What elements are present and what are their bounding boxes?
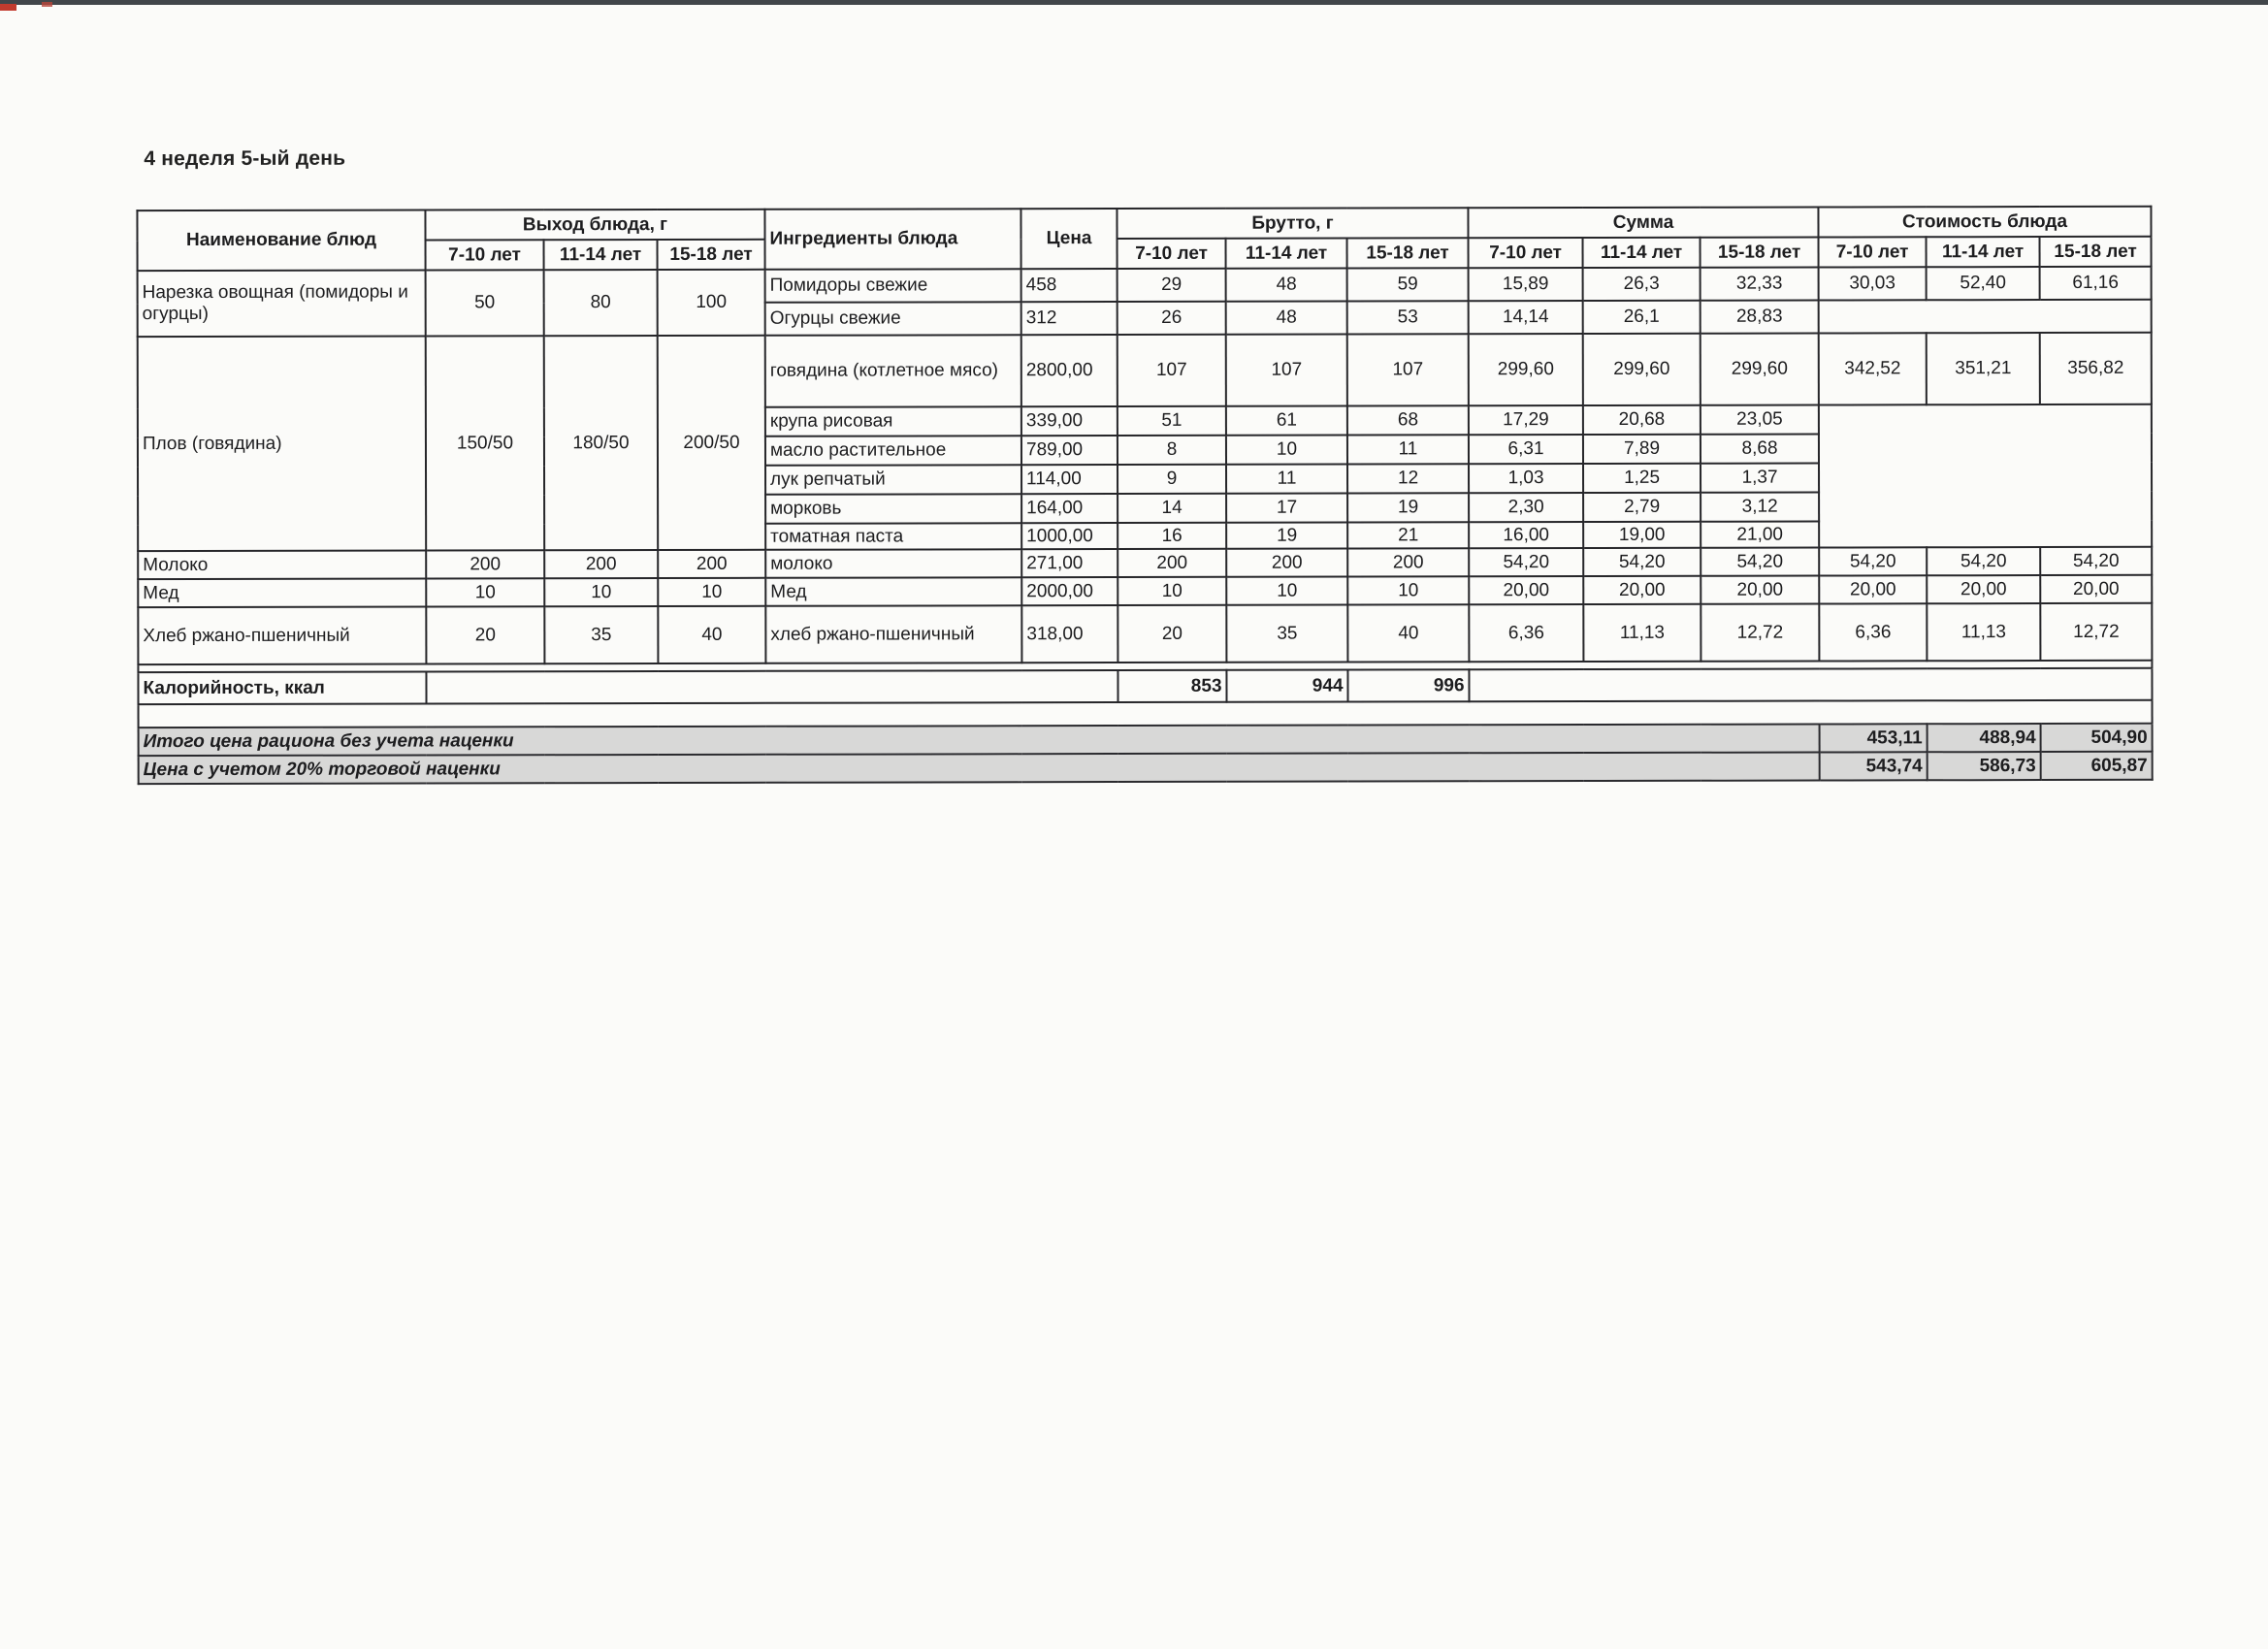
vyhod-value: 40 bbox=[658, 606, 765, 663]
totals-label: Итого цена рациона без учета наценки bbox=[139, 725, 1820, 757]
col-header-brutto: Брутто, г bbox=[1117, 208, 1468, 239]
brutto-value: 9 bbox=[1118, 465, 1226, 494]
age-header: 15-18 лет bbox=[658, 240, 765, 270]
blank-cell bbox=[1819, 300, 2152, 334]
summa-value: 299,60 bbox=[1583, 334, 1701, 405]
col-header-price: Цена bbox=[1021, 209, 1117, 269]
cost-value: 52,40 bbox=[1927, 267, 2040, 300]
ingredient-price: 2000,00 bbox=[1021, 577, 1118, 605]
vyhod-value: 20 bbox=[426, 606, 544, 663]
brutto-value: 51 bbox=[1118, 406, 1226, 436]
ingredient-price: 164,00 bbox=[1021, 494, 1118, 523]
ingredient-name: Огурцы свежие bbox=[765, 302, 1021, 336]
brutto-value: 200 bbox=[1226, 549, 1347, 577]
totals-label: Цена с учетом 20% торговой наценки bbox=[139, 753, 1820, 785]
brutto-value: 16 bbox=[1118, 523, 1226, 549]
brutto-value: 11 bbox=[1347, 435, 1469, 464]
dish-name: Хлеб ржано-пшеничный bbox=[138, 607, 426, 665]
cost-value: 61,16 bbox=[2040, 267, 2152, 300]
age-header: 15-18 лет bbox=[1701, 238, 1819, 268]
summa-value: 20,00 bbox=[1583, 576, 1701, 604]
dish-name: Нарезка овощная (помидоры и огурцы) bbox=[138, 271, 426, 338]
age-header: 11-14 лет bbox=[1583, 238, 1701, 268]
age-header: 7-10 лет bbox=[1469, 238, 1583, 268]
age-header: 15-18 лет bbox=[1347, 238, 1469, 268]
brutto-value: 48 bbox=[1226, 302, 1347, 335]
col-header-cost: Стоимость блюда bbox=[1818, 207, 2151, 238]
vyhod-value: 200/50 bbox=[658, 336, 765, 550]
vyhod-value: 180/50 bbox=[544, 336, 658, 550]
cost-value: 351,21 bbox=[1927, 333, 2040, 404]
cost-value: 30,03 bbox=[1819, 267, 1927, 300]
age-header: 7-10 лет bbox=[1819, 237, 1927, 267]
table-row bbox=[138, 267, 2152, 304]
summa-value: 2,30 bbox=[1469, 493, 1583, 522]
summa-value: 1,25 bbox=[1583, 464, 1701, 493]
summa-value: 54,20 bbox=[1583, 548, 1701, 576]
ingredient-price: 318,00 bbox=[1021, 605, 1118, 663]
summa-value: 14,14 bbox=[1469, 301, 1583, 334]
brutto-value: 19 bbox=[1226, 523, 1347, 549]
summa-value: 12,72 bbox=[1701, 604, 1819, 662]
brutto-value: 29 bbox=[1118, 269, 1226, 302]
brutto-value: 10 bbox=[1347, 576, 1469, 604]
vyhod-value: 100 bbox=[658, 270, 765, 336]
calories-value: 853 bbox=[1118, 670, 1226, 702]
table-row bbox=[138, 333, 2152, 408]
summa-value: 7,89 bbox=[1583, 435, 1701, 464]
totals-value: 586,73 bbox=[1928, 752, 2041, 780]
brutto-value: 10 bbox=[1226, 436, 1347, 465]
calories-value: 996 bbox=[1347, 669, 1469, 701]
vyhod-value: 150/50 bbox=[426, 336, 544, 550]
summa-value: 299,60 bbox=[1701, 334, 1819, 405]
brutto-value: 48 bbox=[1226, 269, 1347, 302]
col-header-vyhod: Выход блюда, г bbox=[425, 210, 764, 241]
age-header: 7-10 лет bbox=[426, 240, 544, 270]
age-header: 7-10 лет bbox=[1118, 239, 1226, 269]
cost-value: 6,36 bbox=[1819, 603, 1927, 661]
ingredient-price: 2800,00 bbox=[1021, 335, 1118, 406]
summa-value: 32,33 bbox=[1701, 268, 1819, 301]
calories-value: 944 bbox=[1226, 670, 1347, 702]
brutto-value: 26 bbox=[1118, 302, 1226, 335]
dish-name: Молоко bbox=[138, 551, 426, 580]
menu-cost-table bbox=[136, 206, 2153, 785]
vyhod-value: 10 bbox=[544, 578, 658, 606]
ingredient-name: масло растительное bbox=[765, 436, 1021, 466]
table-row bbox=[138, 547, 2152, 579]
summa-value: 8,68 bbox=[1701, 435, 1819, 464]
age-header: 11-14 лет bbox=[1226, 239, 1347, 269]
calories-label: Калорийность, ккал bbox=[138, 672, 426, 705]
vyhod-value: 200 bbox=[426, 550, 544, 578]
cost-value: 20,00 bbox=[1927, 575, 2040, 603]
totals-value: 453,11 bbox=[1820, 724, 1928, 752]
ingredient-name: томатная паста bbox=[765, 523, 1021, 550]
cost-value: 54,20 bbox=[1927, 547, 2040, 575]
brutto-value: 8 bbox=[1118, 436, 1226, 465]
brutto-value: 59 bbox=[1347, 268, 1469, 301]
col-header-summa: Сумма bbox=[1468, 208, 1818, 239]
brutto-value: 61 bbox=[1226, 406, 1347, 436]
totals-value: 504,90 bbox=[2041, 724, 2153, 752]
summa-value: 299,60 bbox=[1469, 334, 1583, 405]
dish-name: Плов (говядина) bbox=[138, 337, 426, 552]
cost-value: 54,20 bbox=[2040, 547, 2152, 575]
summa-value: 1,03 bbox=[1469, 464, 1583, 493]
dish-name: Мед bbox=[138, 579, 426, 608]
vyhod-value: 10 bbox=[426, 578, 544, 606]
summa-value: 20,00 bbox=[1469, 576, 1583, 604]
vyhod-value: 80 bbox=[544, 270, 658, 336]
summa-value: 6,31 bbox=[1469, 435, 1583, 464]
cost-value: 54,20 bbox=[1819, 547, 1927, 575]
summa-value: 2,79 bbox=[1583, 493, 1701, 522]
ingredient-price: 458 bbox=[1021, 269, 1118, 302]
totals-value: 543,74 bbox=[1820, 752, 1928, 780]
ingredient-name: говядина (котлетное мясо) bbox=[765, 335, 1021, 407]
ingredient-name: лук репчатый bbox=[765, 465, 1021, 495]
brutto-value: 10 bbox=[1226, 577, 1347, 605]
ingredient-price: 1000,00 bbox=[1021, 523, 1118, 549]
scan-red-mark bbox=[42, 2, 52, 7]
col-header-ingredients: Ингредиенты блюда bbox=[764, 209, 1021, 270]
summa-value: 54,20 bbox=[1701, 548, 1819, 576]
brutto-value: 17 bbox=[1226, 494, 1347, 523]
age-header: 15-18 лет bbox=[2040, 237, 2152, 267]
ingredient-name: крупа рисовая bbox=[765, 406, 1021, 436]
brutto-value: 20 bbox=[1118, 605, 1226, 663]
totals-value: 605,87 bbox=[2041, 752, 2153, 780]
ingredient-name: Помидоры свежие bbox=[765, 269, 1021, 303]
ingredient-name: Мед bbox=[765, 577, 1021, 606]
brutto-value: 107 bbox=[1226, 335, 1347, 406]
vyhod-value: 50 bbox=[426, 270, 544, 336]
page-title: 4 неделя 5-ый день bbox=[144, 146, 346, 171]
ingredient-price: 114,00 bbox=[1021, 465, 1118, 494]
col-header-name: Наименование блюд bbox=[137, 210, 425, 272]
vyhod-value: 200 bbox=[544, 550, 658, 578]
brutto-value: 12 bbox=[1347, 464, 1469, 493]
summa-value: 21,00 bbox=[1701, 522, 1819, 548]
totals-row bbox=[139, 724, 2153, 756]
ingredient-price: 789,00 bbox=[1021, 436, 1118, 465]
summa-value: 17,29 bbox=[1469, 405, 1583, 435]
summa-value: 20,68 bbox=[1583, 405, 1701, 435]
totals-row bbox=[139, 752, 2153, 784]
blank-cell bbox=[426, 670, 1118, 703]
table-row bbox=[138, 603, 2152, 664]
cost-value: 356,82 bbox=[2040, 333, 2152, 404]
summa-value: 23,05 bbox=[1701, 405, 1819, 435]
brutto-value: 200 bbox=[1118, 549, 1226, 577]
summa-value: 26,1 bbox=[1583, 301, 1701, 334]
summa-value: 28,83 bbox=[1701, 301, 1819, 334]
cost-value: 20,00 bbox=[1819, 575, 1927, 603]
brutto-value: 10 bbox=[1118, 577, 1226, 605]
ingredient-price: 339,00 bbox=[1021, 406, 1118, 436]
summa-value: 15,89 bbox=[1469, 268, 1583, 301]
brutto-value: 107 bbox=[1347, 334, 1469, 405]
summa-value: 19,00 bbox=[1583, 522, 1701, 548]
cost-value: 342,52 bbox=[1819, 333, 1927, 404]
ingredient-price: 312 bbox=[1021, 302, 1118, 335]
ingredient-name: морковь bbox=[765, 494, 1021, 524]
age-header: 11-14 лет bbox=[1927, 237, 2040, 267]
summa-value: 6,36 bbox=[1469, 604, 1583, 662]
summa-value: 1,37 bbox=[1701, 464, 1819, 493]
summa-value: 16,00 bbox=[1469, 522, 1583, 548]
blank-cell bbox=[1819, 404, 2152, 548]
scan-red-mark bbox=[0, 4, 16, 11]
vyhod-value: 10 bbox=[658, 578, 765, 606]
totals-value: 488,94 bbox=[1928, 724, 2041, 752]
vyhod-value: 35 bbox=[544, 606, 658, 663]
summa-value: 26,3 bbox=[1583, 268, 1701, 301]
summa-value: 54,20 bbox=[1469, 548, 1583, 576]
brutto-value: 19 bbox=[1347, 493, 1469, 522]
table-row bbox=[138, 668, 2152, 704]
brutto-value: 11 bbox=[1226, 465, 1347, 494]
brutto-value: 40 bbox=[1347, 604, 1469, 662]
summa-value: 20,00 bbox=[1701, 576, 1819, 604]
vyhod-value: 200 bbox=[658, 550, 765, 578]
brutto-value: 107 bbox=[1118, 335, 1226, 406]
brutto-value: 35 bbox=[1226, 605, 1347, 663]
ingredient-price: 271,00 bbox=[1021, 549, 1118, 577]
brutto-value: 53 bbox=[1347, 301, 1469, 334]
age-header: 11-14 лет bbox=[544, 240, 658, 270]
brutto-value: 21 bbox=[1347, 522, 1469, 548]
cost-value: 20,00 bbox=[2040, 575, 2152, 603]
brutto-value: 68 bbox=[1347, 405, 1469, 435]
blank-cell bbox=[1469, 668, 2152, 701]
scan-top-edge bbox=[0, 0, 2268, 5]
cost-value: 11,13 bbox=[1927, 603, 2040, 661]
cost-value: 12,72 bbox=[2040, 603, 2152, 661]
brutto-value: 14 bbox=[1118, 494, 1226, 523]
summa-value: 11,13 bbox=[1583, 604, 1701, 662]
table-row bbox=[138, 575, 2152, 607]
brutto-value: 200 bbox=[1347, 548, 1469, 576]
ingredient-name: молоко bbox=[765, 549, 1021, 578]
summa-value: 3,12 bbox=[1701, 493, 1819, 522]
ingredient-name: хлеб ржано-пшеничный bbox=[765, 605, 1021, 663]
